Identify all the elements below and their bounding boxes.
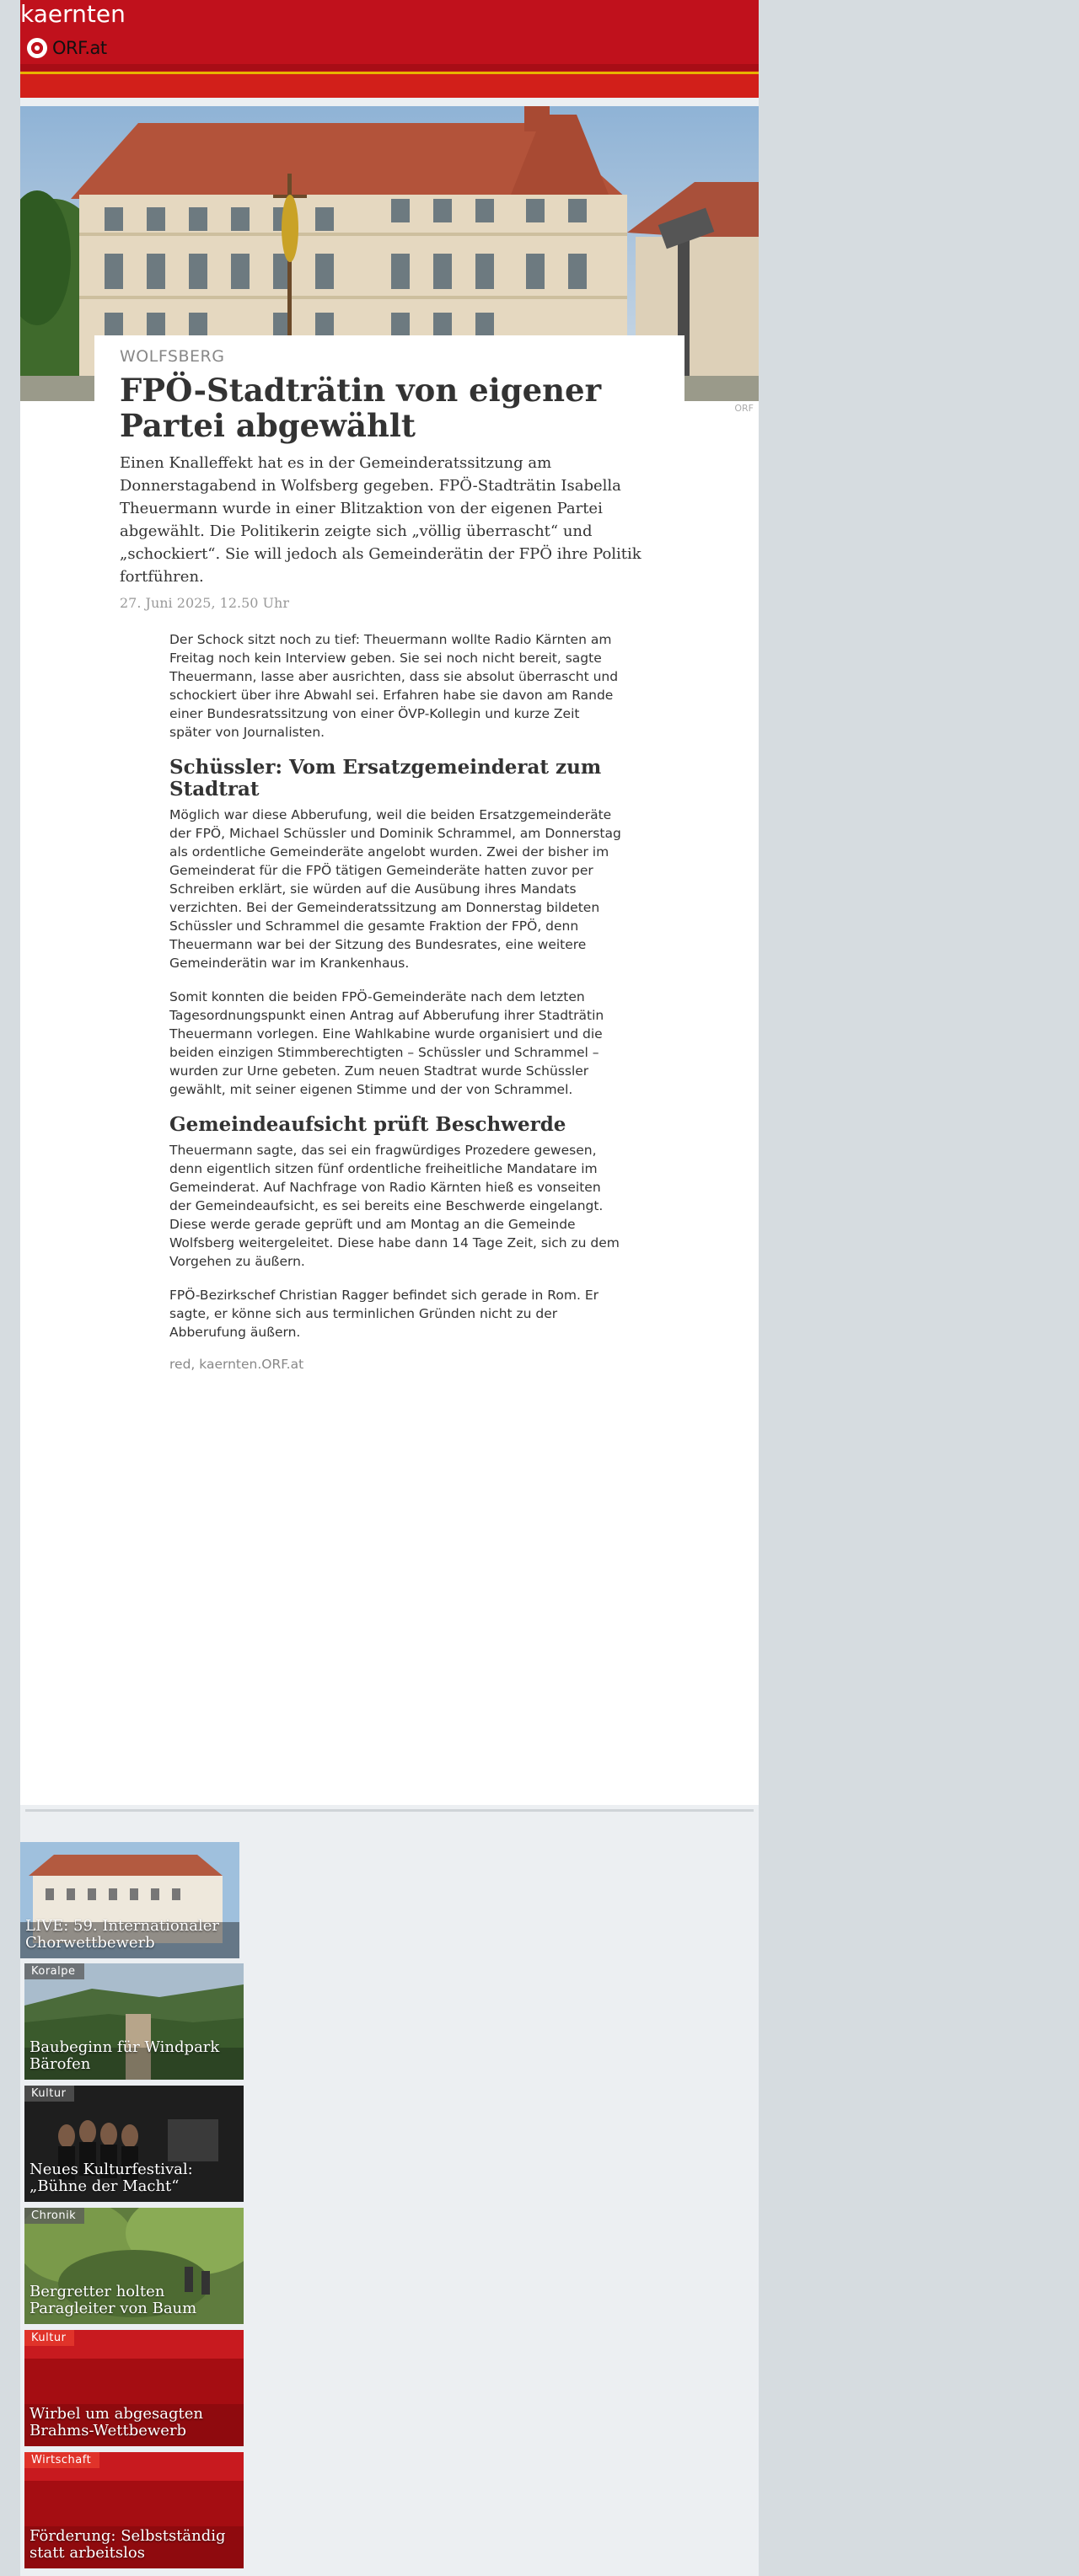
teaser-card-category: Chronik bbox=[24, 2208, 84, 2224]
teaser-card-category: Koralpe bbox=[24, 1963, 84, 1979]
hero-credit: ORF bbox=[734, 403, 754, 414]
article-source: red, kaernten.ORF.at bbox=[169, 1357, 304, 1372]
teaser-card[interactable] bbox=[24, 2330, 244, 2446]
page bbox=[20, 0, 759, 2576]
paragraph: Möglich war diese Abberufung, weil die beiden Ersatzgemeinderäte der FPÖ, Michael Schüssler und Dominik Schrammel, am Donnerstag als ordentliche Gemeinderäte angelobt wurden. Zwei der bisher im Gemeinderat für die FPÖ tätigen Gemeinderäte hatten zuvor per Schreiben erklärt, sie würden auf die Ausübung ihres Mandats verzichten. Bei der Gemeinderatssitzung am Donnerstag bildeten Schüssler und Schrammel die gesamte Fraktion der FPÖ, denn Theuermann war bei der Sitzung des Bundesrates, eine weitere Gemeinderätin war im Krankenhaus. bbox=[169, 807, 621, 971]
teaser-card[interactable] bbox=[20, 1842, 239, 1958]
article-header bbox=[94, 335, 684, 611]
article-teaser: Einen Knalleffekt hat es in der Gemeinderatssitzung am Donnerstagabend in Wolfsberg gegeben. FPÖ-Stadträtin Isabella Theuermann wurde in einer Blitzaktion von der eigenen Partei abgewählt. Die Politikerin zeigte sich „völlig überrascht“ und „schockiert“. Sie will jedoch als Gemeinderätin der FPÖ ihre Politik fortführen. bbox=[120, 454, 641, 586]
teaser-card-title: Förderung: Selbstständig statt arbeitslos bbox=[30, 2527, 226, 2562]
teaser-card[interactable] bbox=[24, 2208, 244, 2324]
subheading: Schüssler: Vom Ersatzgemeinderat zum Stadtrat bbox=[169, 756, 602, 801]
region-name[interactable]: kaernten bbox=[20, 0, 126, 28]
article-kicker: WOLFSBERG bbox=[120, 347, 225, 366]
subheading: Gemeindeaufsicht prüft Beschwerde bbox=[169, 1113, 566, 1136]
teaser-card-title: Wirbel um abgesagten Brahms-Wettbewerb bbox=[30, 2405, 203, 2439]
teaser-card[interactable] bbox=[24, 2452, 244, 2568]
teaser-card-title: Neues Kulturfestival: „Bühne der Macht“ bbox=[30, 2161, 193, 2195]
orf-logo-text: ORF.at bbox=[52, 38, 107, 58]
paragraph: Somit konnten die beiden FPÖ-Gemeinderäte nach dem letzten Tagesordnungspunkt einen Antrag auf Abberufung ihrer Stadträtin Theuermann vorlegen. Eine Wahlkabine wurde organisiert und die beiden einzigen Stimmberechtigten – Schüssler und Schrammel – wurden zur Urne gebeten. Zum neuen Stadtrat wurde Schüssler gewählt, mit seiner eigenen Stimme und der von Schrammel. bbox=[169, 989, 604, 1097]
paragraph: FPÖ-Bezirkschef Christian Ragger befindet sich gerade in Rom. Er sagte, er könne sich aus terminlichen Gründen nicht zu der Abberufung äußern. bbox=[169, 1288, 599, 1340]
teaser-card[interactable] bbox=[24, 2086, 244, 2202]
orf-logo[interactable] bbox=[27, 35, 107, 61]
article-body bbox=[169, 630, 625, 1372]
header-stripe bbox=[20, 64, 759, 71]
article bbox=[20, 106, 759, 1805]
paragraph: Der Schock sitzt noch zu tief: Theuermann wollte Radio Kärnten am Freitag noch kein Interview geben. Sie sei noch nicht bereit, sagte Theuermann, lasse aber ausrichten, dass sie absolut überrascht und schockiert über ihre Abwahl sei. Erfahren habe sie davon am Rande einer Bundesratssitzung von einer ÖVP-Kollegin und kurze Zeit später von Journalisten. bbox=[169, 632, 619, 740]
teaser-card-title: Baubeginn für Windpark Bärofen bbox=[30, 2038, 220, 2073]
teaser-card-category: Kultur bbox=[24, 2330, 74, 2346]
paragraph: Theuermann sagte, das sei ein fragwürdiges Prozedere gewesen, denn eigentlich sitzen fünf ordentliche freiheitliche Mandatare im Gemeinderat. Auf Nachfrage von Radio Kärnten hieß es vonseiten der Gemeindeaufsicht, es sei bereits eine Beschwerde eingelangt. Diese werde gerade geprüft und am Montag an die Gemeinde Wolfsberg weitergeleitet. Diese habe dann 14 Tage Zeit, sich zu dem Vorgehen zu äußern. bbox=[169, 1143, 620, 1269]
orf-logo-icon bbox=[27, 38, 47, 58]
header-bar bbox=[20, 74, 759, 98]
teaser-card[interactable] bbox=[24, 1963, 244, 2080]
section-divider bbox=[25, 1809, 754, 1812]
teaser-card-category: Kultur bbox=[24, 2086, 74, 2102]
teaser-card-title: Bergretter holten Paragleiter von Baum bbox=[30, 2283, 197, 2317]
teaser-card-title: LIVE: 59. Internationaler Chorwettbewerb bbox=[25, 1917, 220, 1952]
teaser-card-category: Wirtschaft bbox=[24, 2452, 99, 2468]
site-header bbox=[20, 0, 759, 98]
article-title: FPÖ-Stadträtin von eigener Partei abgewählt bbox=[120, 372, 602, 444]
article-date: 27. Juni 2025, 12.50 Uhr bbox=[120, 595, 289, 611]
